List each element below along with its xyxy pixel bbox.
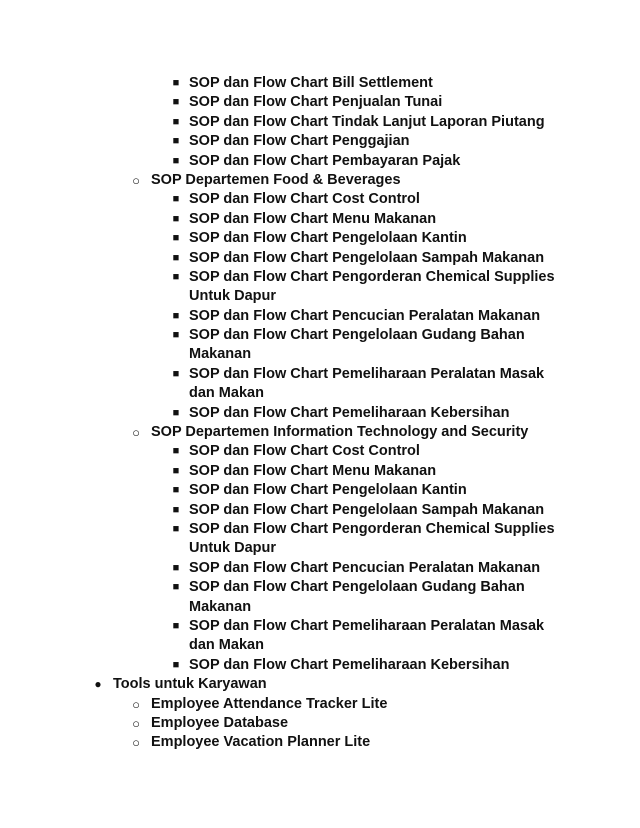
list-item (0, 113, 640, 132)
list-item (0, 74, 640, 93)
bullet-icon: ■ (172, 270, 180, 283)
list-item-text: SOP dan Flow Chart Bill Settlement (189, 75, 433, 91)
list-item-text: SOP dan Flow Chart Pemeliharaan Kebersihan (189, 656, 510, 673)
list-item (0, 714, 640, 733)
list-item (0, 462, 640, 481)
list-item (0, 442, 640, 461)
list-item (0, 578, 640, 597)
list-item (0, 171, 640, 190)
list-item-text: SOP dan Flow Chart Pengelolaan Gudang Bahan (189, 327, 525, 344)
list-item (0, 190, 640, 209)
bullet-icon: ■ (172, 115, 180, 128)
list-item (0, 695, 640, 714)
list-item-text: SOP dan Flow Chart Pengelolaan Sampah Makanan (189, 249, 545, 266)
list-item (0, 675, 640, 694)
bullet-icon: ■ (172, 232, 180, 245)
list-item-text: SOP dan Flow Chart Penggajian (189, 133, 410, 150)
list-item-text: dan Makan (189, 385, 264, 402)
list-item-text: SOP dan Flow Chart Pengelolaan Kantin (189, 230, 467, 247)
list-item (0, 132, 640, 151)
list-item (0, 307, 640, 326)
list-item (0, 229, 640, 248)
list-item (0, 559, 640, 578)
list-item-text: SOP dan Flow Chart Cost Control (189, 191, 420, 208)
bullet-icon: ○ (132, 172, 140, 188)
list-item-text: SOP dan Flow Chart Menu Makanan (189, 462, 437, 479)
bullet-icon: ■ (172, 522, 180, 535)
list-item (0, 656, 640, 675)
list-item-text: SOP dan Flow Chart Pencucian Peralatan Makanan (189, 559, 541, 576)
bullet-icon: ○ (132, 735, 140, 751)
list-item-text: SOP dan Flow Chart Pengelolaan Kantin (189, 482, 467, 499)
bullet-icon: ○ (132, 696, 140, 712)
list-item-text: SOP dan Flow Chart Tindak Lanjut Laporan Piutang (189, 113, 545, 130)
list-item-text: SOP dan Flow Chart Pengelolaan Gudang Bahan (189, 579, 525, 596)
list-item-text: SOP Departemen Information Technology and Security (151, 424, 529, 441)
list-item (0, 152, 640, 171)
list-item-continuation (0, 287, 640, 306)
bullet-icon: ■ (172, 367, 180, 380)
list-item-text: SOP dan Flow Chart Cost Control (189, 443, 420, 460)
list-item (0, 501, 640, 520)
list-item-text: SOP dan Flow Chart Penjualan Tunai (189, 94, 443, 111)
list-item-text: Tools untuk Karyawan (113, 676, 267, 693)
list-item-text: SOP dan Flow Chart Pemeliharaan Peralatan Masak (189, 617, 545, 634)
list-item-text: Untuk Dapur (189, 540, 276, 557)
list-item-continuation (0, 384, 640, 403)
list-item-text: Untuk Dapur (189, 288, 276, 305)
list-item-text: SOP Departemen Food & Beverages (151, 171, 401, 188)
bullet-icon: ■ (172, 77, 180, 89)
list-item (0, 93, 640, 112)
bullet-icon: ■ (172, 503, 180, 516)
list-item-text: Employee Attendance Tracker Lite (151, 695, 388, 712)
list-item-text: Makanan (189, 346, 252, 363)
bullet-icon: ■ (172, 212, 180, 225)
list-item-text: dan Makan (189, 637, 264, 654)
list-item-text: Employee Database (151, 714, 289, 731)
bullet-icon: ■ (172, 329, 180, 342)
list-item (0, 481, 640, 500)
bullet-icon: ■ (172, 658, 180, 671)
list-item-text: SOP dan Flow Chart Pencucian Peralatan Makanan (189, 307, 541, 324)
list-item-text: Employee Vacation Planner Lite (151, 734, 371, 751)
list-item (0, 326, 640, 345)
list-item-text: SOP dan Flow Chart Pemeliharaan Kebersihan (189, 404, 510, 421)
bullet-icon: ○ (132, 425, 140, 441)
bullet-icon: ■ (172, 193, 180, 206)
bullet-icon: ○ (132, 715, 140, 731)
bullet-icon: ● (94, 677, 102, 692)
list-item-text: SOP dan Flow Chart Menu Makanan (189, 210, 437, 227)
list-item-continuation (0, 598, 640, 617)
list-item (0, 520, 640, 539)
bullet-icon: ■ (172, 154, 180, 167)
list-item (0, 423, 640, 442)
bullet-icon: ■ (172, 96, 180, 109)
list-item (0, 210, 640, 229)
document-bullet-list (0, 74, 640, 753)
bullet-icon: ■ (172, 135, 180, 148)
list-item-continuation (0, 539, 640, 558)
list-item (0, 268, 640, 287)
list-item (0, 617, 640, 636)
bullet-icon: ■ (172, 464, 180, 477)
list-item-text: SOP dan Flow Chart Pengorderan Chemical Supplies (189, 520, 555, 537)
list-item (0, 733, 640, 752)
list-item-text: SOP dan Flow Chart Pengorderan Chemical Supplies (189, 268, 555, 285)
bullet-icon: ■ (172, 445, 180, 458)
bullet-icon: ■ (172, 309, 180, 322)
list-item-continuation (0, 345, 640, 364)
list-item-text: SOP dan Flow Chart Pemeliharaan Peralatan Masak (189, 365, 545, 382)
list-item-text: Makanan (189, 598, 252, 615)
list-item-continuation (0, 636, 640, 655)
bullet-icon: ■ (172, 619, 180, 632)
list-item (0, 404, 640, 423)
list-item (0, 249, 640, 268)
bullet-icon: ■ (172, 251, 180, 264)
list-item-text: SOP dan Flow Chart Pembayaran Pajak (189, 152, 461, 169)
bullet-icon: ■ (172, 581, 180, 594)
list-item-text: SOP dan Flow Chart Pengelolaan Sampah Makanan (189, 501, 545, 518)
list-item (0, 365, 640, 384)
bullet-icon: ■ (172, 406, 180, 419)
bullet-icon: ■ (172, 484, 180, 497)
bullet-icon: ■ (172, 561, 180, 574)
